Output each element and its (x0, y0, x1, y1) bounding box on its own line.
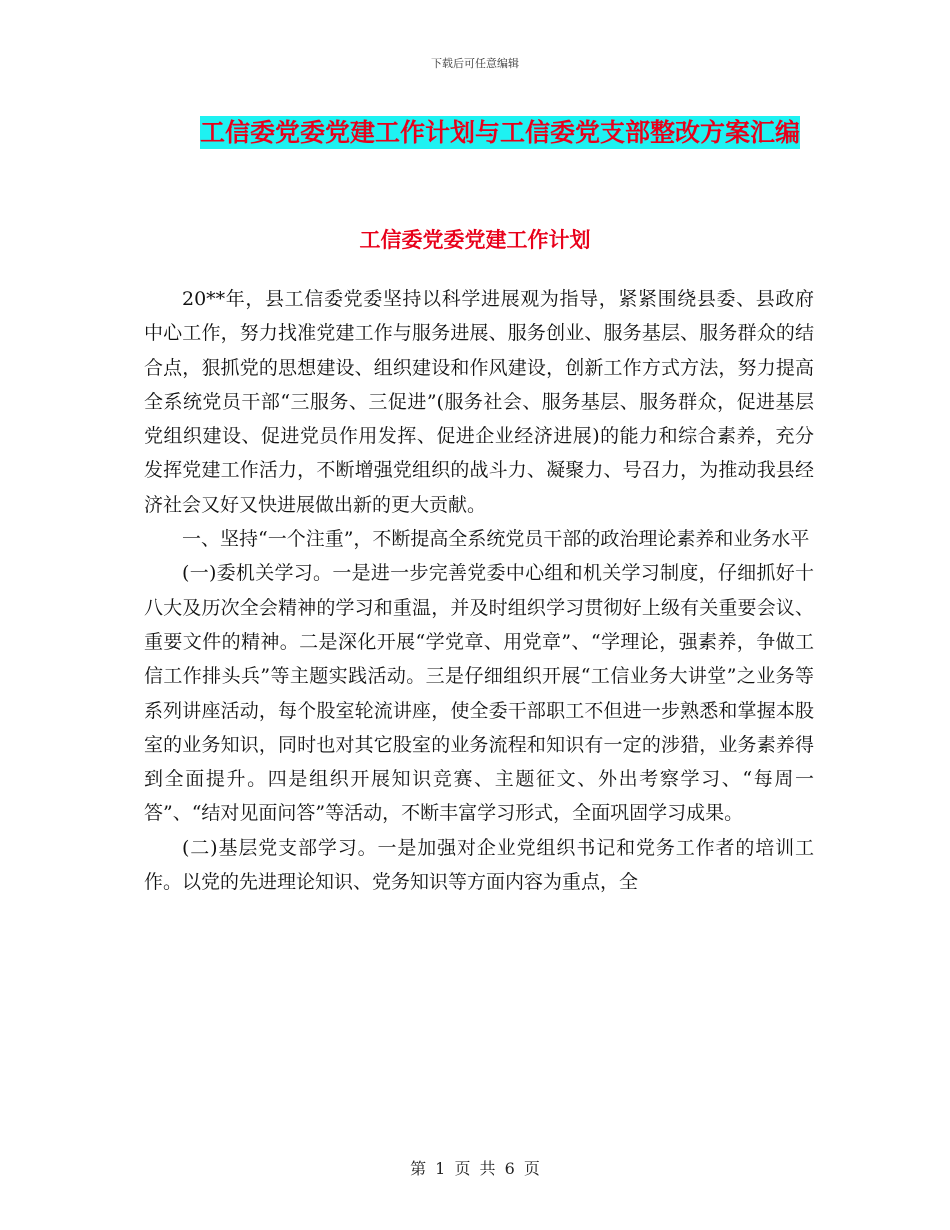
paragraph-agency-study: (一)委机关学习。一是进一步完善党委中心组和机关学习制度，仔细抓好十八大及历次全会精神的学习和重温，并及时组织学习贯彻好上级有关重要会议、重要文件的精神。二是深化开展“学党章、用党章”、“学理论，强素养，争做工信工作排头兵”等主题实践活动。三是仔细组织开展“工信业务大讲堂”之业务等系列讲座活动，每个股室轮流讲座，使全委干部职工不但进一步熟悉和掌握本股室的业务知识，同时也对其它股室的业务流程和知识有一定的涉猎，业务素养得到全面提升。四是组织开展知识竞赛、主题征文、外出考察学习、“每周一答”、“结对见面问答”等活动，不断丰富学习形式，全面巩固学习成果。 (144, 562, 814, 825)
page-footer: 第 1 页 共 6 页 (410, 1159, 540, 1178)
paragraph-heading-1: 一、坚持“一个注重”，不断提高全系统党员干部的政治理论素养和业务水平 (182, 528, 810, 551)
paragraph-intro: 20**年，县工信委党委坚持以科学进展观为指导，紧紧围绕县委、县政府中心工作，努力找准党建工作与服务进展、服务创业、服务基层、服务群众的结合点，狠抓党的思想建设、组织建设和作风建设，创新工作方式方法，努力提高全系统党员干部“三服务、三促进”(服务社会、服务基层、服务群众，促进基层党组织建设、促进党员作用发挥、促进企业经济进展)的能力和综合素养，充分发挥党建工作活力，不断增强党组织的战斗力、凝聚力、号召力，为推动我县经济社会又好又快进展做出新的更大贡献。 (144, 288, 814, 516)
paragraph-branch-study: (二)基层党支部学习。一是加强对企业党组织书记和党务工作者的培训工作。以党的先进理论知识、党务知识等方面内容为重点，全 (144, 836, 814, 894)
page-header-note: 下载后可任意编辑 (431, 57, 519, 70)
section-title: 工信委党委党建工作计划 (359, 227, 591, 252)
body-text (144, 282, 814, 899)
document-title-text: 工信委党委党建工作计划与工信委党支部整改方案汇编 (199, 118, 800, 147)
document-title (190, 112, 810, 153)
